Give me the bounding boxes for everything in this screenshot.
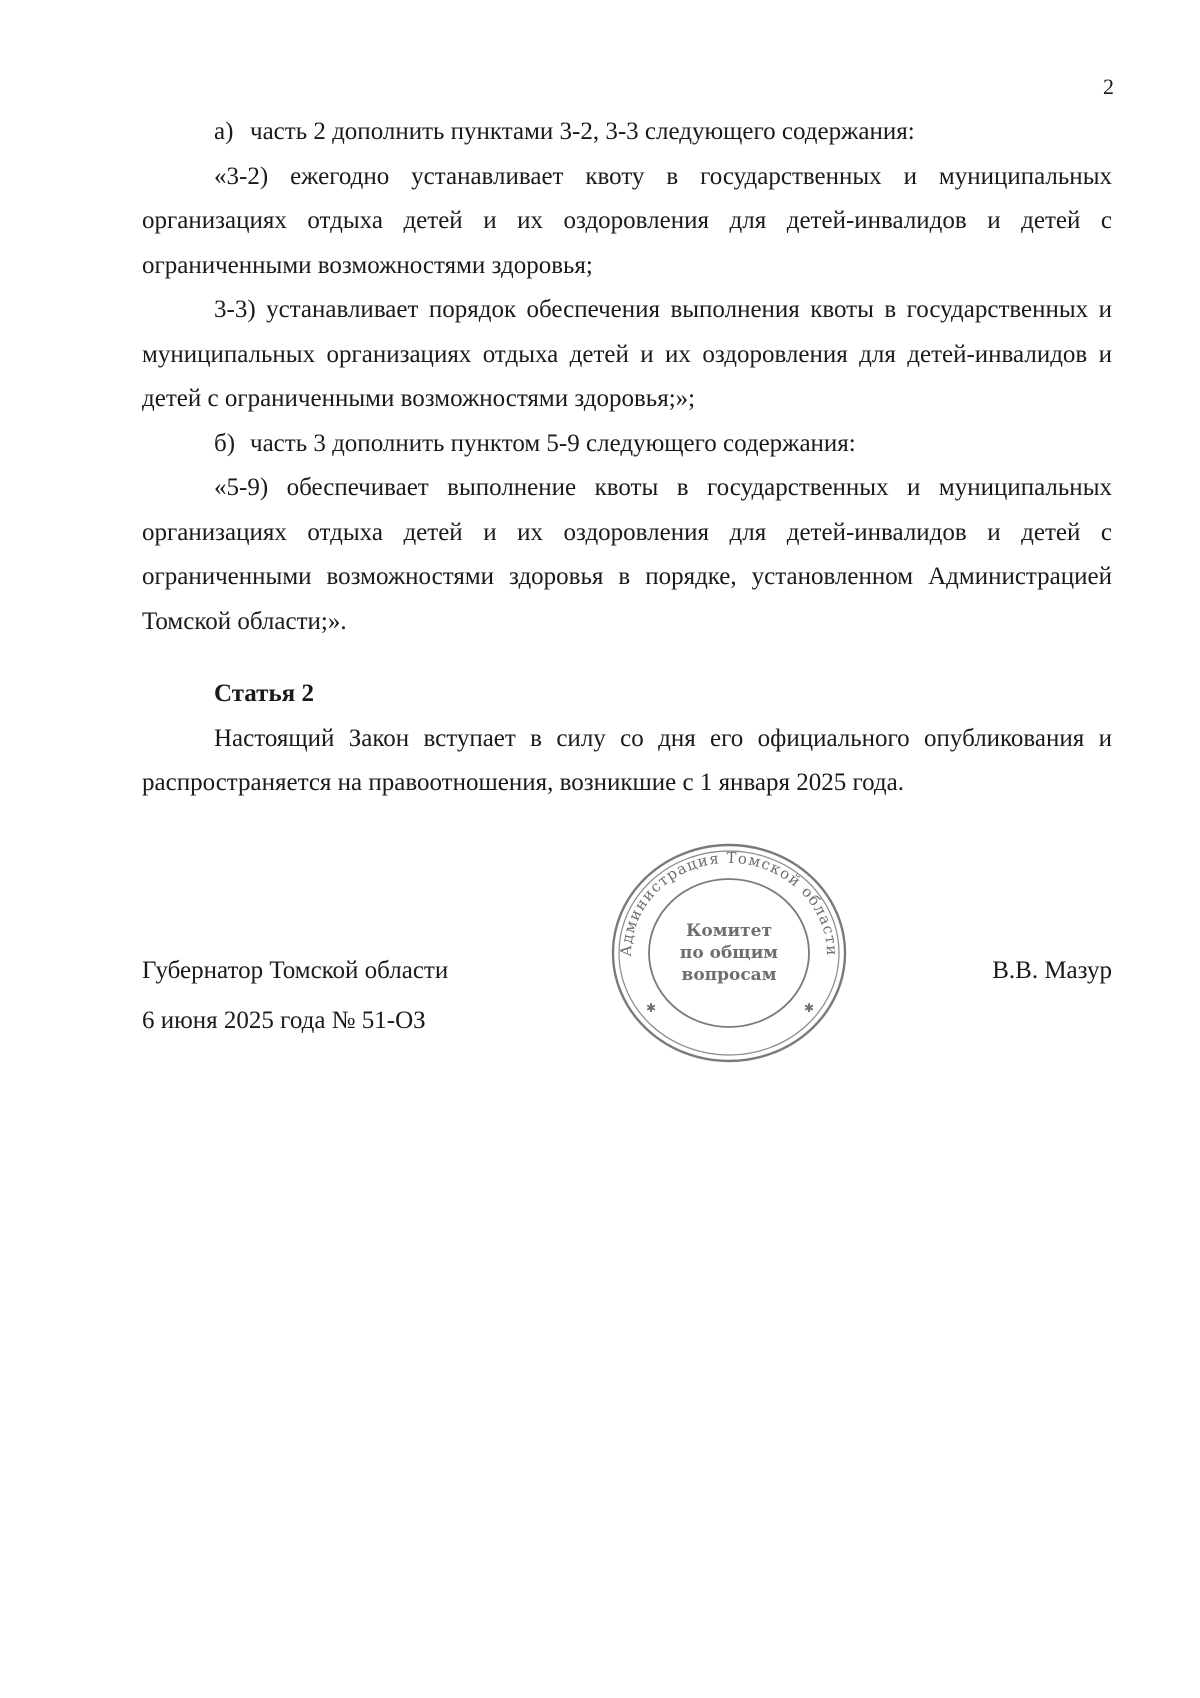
signatory-position: Губернатор Томской области xyxy=(142,957,449,984)
page-number: 2 xyxy=(1103,74,1114,99)
official-stamp xyxy=(610,842,848,1064)
stamp-seal-icon xyxy=(610,842,848,1064)
paragraph-item-a xyxy=(142,110,1112,155)
article-text: Настоящий Закон вступает в силу со дня его официального опубликования и распространяется на правоотношения, возникшие с 1 января 2025 года. xyxy=(142,724,1112,796)
signatory-name: В.В. Мазур xyxy=(992,957,1112,984)
stamp-center-line-1: Комитет xyxy=(685,921,773,941)
law-date-number: 6 июня 2025 года № 51-ОЗ xyxy=(142,1007,426,1034)
stamp-star-icon-right: ✱ xyxy=(804,1001,815,1015)
item-text-a: часть 2 дополнить пунктами 3-2, 3-3 следующего содержания: xyxy=(250,118,915,145)
item-marker-b: б) xyxy=(214,429,236,457)
item-marker-a: а) xyxy=(214,118,234,145)
paragraph-5-9: «5-9) обеспечивает выполнение квоты в государственных и муниципальных организациях отдыха детей и их оздоровления для детей-инвалидов и детей с ограниченными возможностями здоровья в порядке, установленном Администрацией Томской области;». xyxy=(142,474,1112,635)
article-heading: Статья 2 xyxy=(214,680,314,707)
paragraph-3-2: «3-2) ежегодно устанавливает квоту в государственных и муниципальных организациях отдыха детей и их оздоровления для детей-инвалидов и детей с ограниченными возможностями здоровья; xyxy=(142,162,1112,279)
stamp-star-icon-left: ✱ xyxy=(646,1001,657,1015)
document-body xyxy=(142,110,1112,806)
stamp-center-line-2: по общим xyxy=(679,943,779,963)
stamp-center-line-3: вопросам xyxy=(681,965,777,985)
signature-block xyxy=(142,946,448,1046)
paragraph-3-3: 3-3) устанавливает порядок обеспечения выполнения квоты в государственных и муниципальных организациях отдыха детей и их оздоровления для детей-инвалидов и детей с ограниченными возможностями здоровья;»; xyxy=(142,296,1112,412)
paragraph-item-b xyxy=(142,422,1112,467)
item-text-b: часть 3 дополнить пунктом 5-9 следующего содержания: xyxy=(250,429,856,457)
stamp-ring-text: Администрация Томской области xyxy=(616,848,842,957)
